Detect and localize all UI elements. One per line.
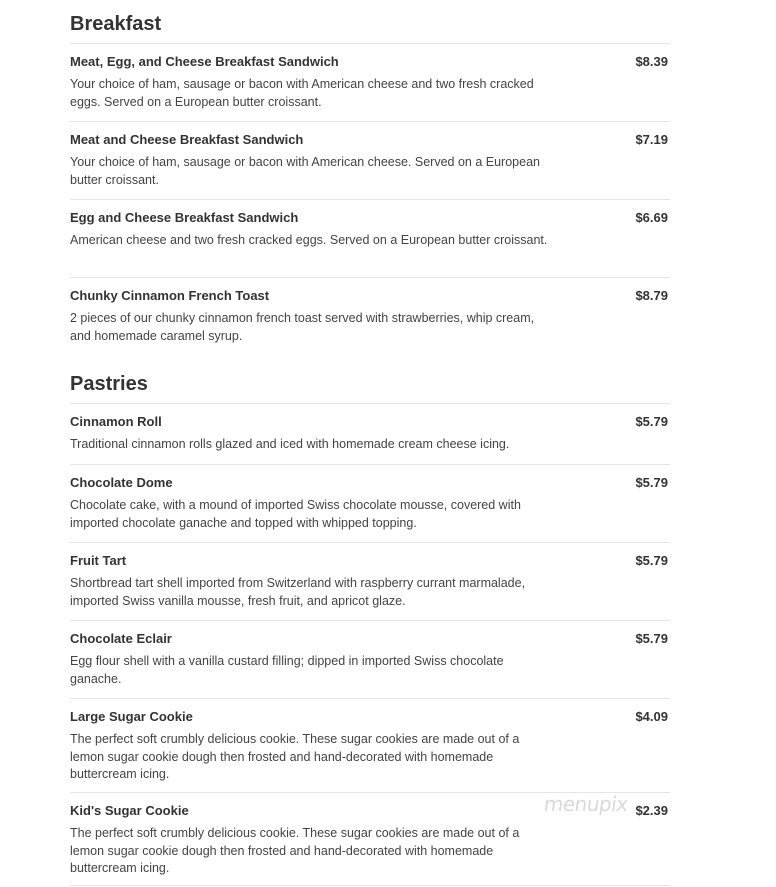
menu-item xyxy=(70,43,670,122)
item-price: $5.79 xyxy=(635,631,668,646)
item-description: Traditional cinnamon rolls glazed and iced with homemade cream cheese icing. xyxy=(70,437,510,451)
menu-item xyxy=(70,698,670,793)
item-name: Large Sugar Cookie xyxy=(70,709,193,724)
menu-item xyxy=(70,277,670,358)
section-title-pastries: Pastries xyxy=(70,373,148,395)
item-name: Chocolate Eclair xyxy=(70,631,172,646)
item-name: Chocolate Dome xyxy=(70,475,173,490)
item-price: $5.79 xyxy=(635,475,668,490)
item-description: Your choice of ham, sausage or bacon with American cheese. Served on a European butter croissant. xyxy=(70,155,540,187)
item-price: $8.39 xyxy=(635,54,668,69)
item-name: Meat, Egg, and Cheese Breakfast Sandwich xyxy=(70,54,339,69)
item-name: Fruit Tart xyxy=(70,553,127,568)
item-name: Chunky Cinnamon French Toast xyxy=(70,288,270,303)
item-name: Cinnamon Roll xyxy=(70,414,162,429)
item-description: The perfect soft crumbly delicious cookie. These sugar cookies are made out of a lemon sugar cookie dough then frosted and hand-decorated with homemade buttercream icing. xyxy=(70,732,520,781)
menu-item xyxy=(70,199,670,278)
item-description: Shortbread tart shell imported from Switzerland with raspberry currant marmalade, imported Swiss vanilla mousse, fresh fruit, and apricot glaze. xyxy=(70,576,526,608)
item-description: Chocolate cake, with a mound of imported Swiss chocolate mousse, covered with imported chocolate ganache and topped with whipped topping. xyxy=(70,498,521,530)
menu-item xyxy=(70,620,670,699)
item-name: Kid's Sugar Cookie xyxy=(70,803,189,818)
item-description: American cheese and two fresh cracked eggs. Served on a European butter croissant. xyxy=(70,233,548,247)
item-price: $7.19 xyxy=(635,132,668,147)
item-price: $2.39 xyxy=(635,803,668,818)
divider xyxy=(70,885,670,886)
item-price: $5.79 xyxy=(635,414,668,429)
item-description: 2 pieces of our chunky cinnamon french toast served with strawberries, whip cream, and homemade caramel syrup. xyxy=(70,311,535,343)
menu-item xyxy=(70,403,670,465)
menu-item xyxy=(70,542,670,621)
item-name: Meat and Cheese Breakfast Sandwich xyxy=(70,132,304,147)
item-price: $4.09 xyxy=(635,709,668,724)
item-description: Your choice of ham, sausage or bacon with American cheese and two fresh cracked eggs. Served on a European butter croissant. xyxy=(70,77,534,109)
menu-item xyxy=(70,464,670,543)
item-price: $6.69 xyxy=(635,210,668,225)
item-price: $8.79 xyxy=(635,288,668,303)
item-description: Egg flour shell with a vanilla custard filling; dipped in imported Swiss chocolate ganache. xyxy=(70,654,504,686)
item-price: $5.79 xyxy=(635,553,668,568)
item-description: The perfect soft crumbly delicious cookie. These sugar cookies are made out of a lemon sugar cookie dough then frosted and hand-decorated with homemade buttercream icing. xyxy=(70,826,520,875)
item-name: Egg and Cheese Breakfast Sandwich xyxy=(70,210,299,225)
section-title-breakfast: Breakfast xyxy=(70,13,162,35)
menu-item xyxy=(70,121,670,200)
watermark-logo: menupix xyxy=(542,792,630,816)
